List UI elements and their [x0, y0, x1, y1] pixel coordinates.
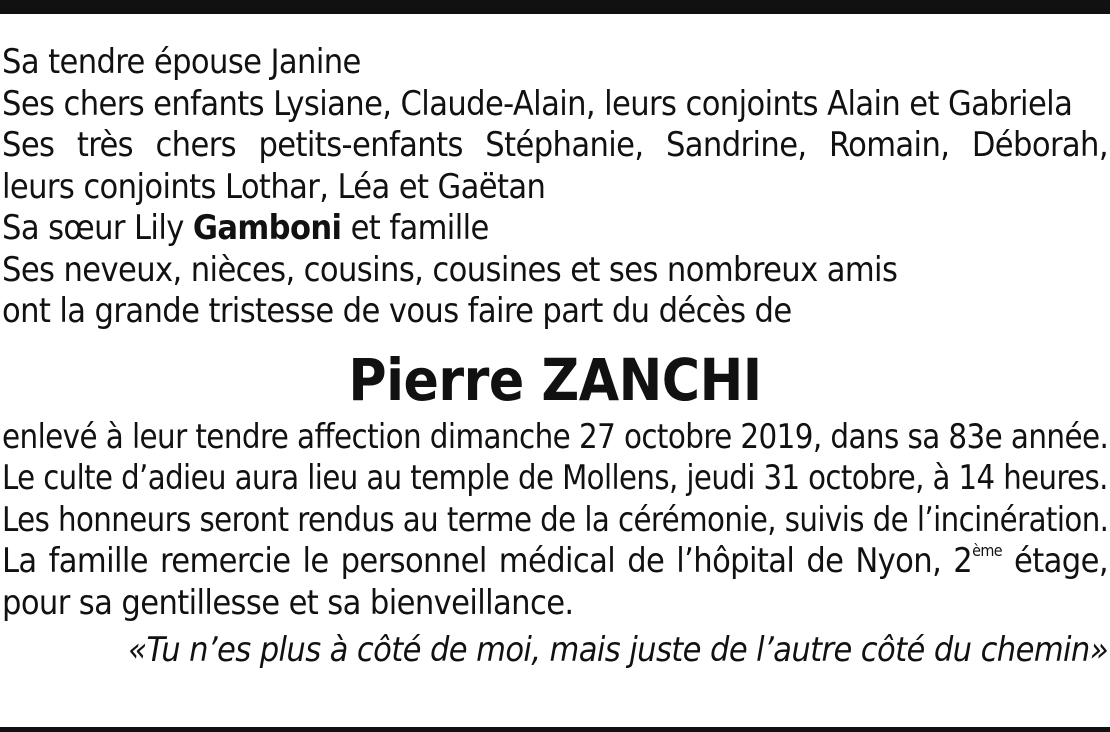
floor-number: 2 — [953, 541, 973, 581]
obituary-notice — [2, 42, 1108, 672]
sister-prefix: Sa sœur Lily — [2, 208, 184, 248]
passing-line: enlevé à leur tendre affection dimanche 27 octobre 2019, dans sa 83e année. — [2, 416, 1109, 457]
thanks-word: personnel — [340, 541, 487, 581]
announcement-line: ont la grande tristesse de vous faire part du décès de — [2, 291, 792, 331]
honours-line: Les honneurs seront rendus au terme de la cérémonie, suivis de l’incinération. — [2, 499, 1109, 540]
grandchildren-word: Romain, — [828, 125, 950, 165]
thanks-word: famille — [48, 541, 149, 581]
thanks-word: de — [627, 541, 665, 581]
thanks-word: de — [806, 541, 844, 581]
thanks-word: remercie — [160, 541, 291, 581]
closing-quote: «Tu n’es plus à côté de moi, mais juste de l’autre côté du chemin» — [128, 630, 1108, 670]
grandchildren-word: Stéphanie, — [485, 125, 644, 165]
grandchildren-word: Déborah, — [971, 125, 1108, 165]
thanks-word: le — [302, 541, 329, 581]
grandchildren-word: petits-enfants — [258, 125, 463, 165]
floor-word: étage, — [1014, 541, 1108, 581]
family-line-grandchildren — [2, 125, 1108, 167]
family-line-children: Ses chers enfants Lysiane, Claude-Alain, leurs conjoints Alain et Gabriela — [2, 83, 1073, 124]
grandchildren-word: chers — [155, 125, 237, 165]
thanks-word: Nyon, — [855, 541, 942, 581]
thanks-line — [2, 541, 1108, 583]
top-border-rule — [0, 0, 1110, 14]
family-line-sister — [2, 208, 1108, 250]
grandchildren-word: très — [76, 125, 134, 165]
thanks-word: l’hôpital — [676, 541, 795, 581]
floor-suffix: ème — [972, 541, 1003, 560]
sister-suffix: et famille — [350, 208, 489, 248]
floor-ordinal — [953, 541, 1002, 583]
family-line-others: Ses neveux, nièces, cousins, cousines et ses nombreux amis — [2, 249, 898, 290]
thanks-word: La — [2, 541, 37, 581]
service-line: Le culte d’adieu aura lieu au temple de Mollens, jeudi 31 octobre, à 14 heures. — [2, 458, 1108, 498]
thanks-word: médical — [498, 541, 616, 581]
bottom-border-rule — [0, 727, 1110, 732]
grandchildren-word: Ses — [2, 125, 55, 165]
thanks-end-line: pour sa gentillesse et sa bienveillance. — [2, 582, 574, 623]
grandchildren-word: Sandrine, — [665, 125, 807, 165]
family-line-grandchildren-spouses: leurs conjoints Lothar, Léa et Gaëtan — [2, 166, 546, 207]
deceased-name: Pierre ZANCHI — [348, 345, 762, 414]
family-line-wife: Sa tendre épouse Janine — [2, 42, 361, 82]
sister-surname: Gamboni — [192, 208, 342, 248]
